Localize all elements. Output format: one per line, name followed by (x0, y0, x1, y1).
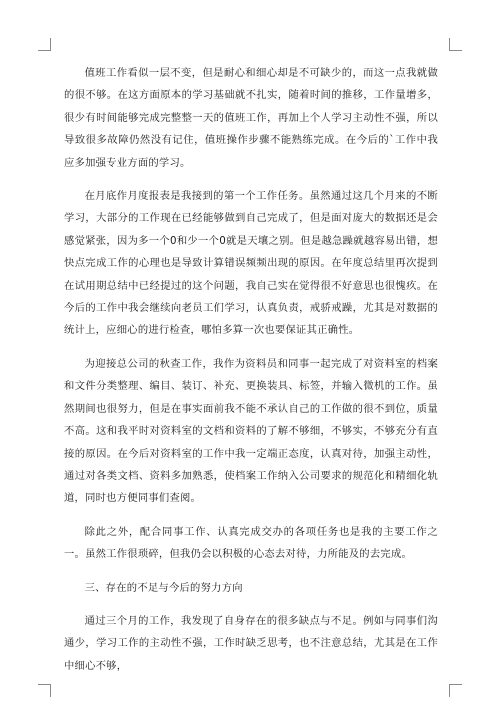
document-body (64, 62, 438, 677)
paragraph-monthly-report: 在月底作月度报表是我接到的第一个工作任务。虽然通过这几个月来的不断学习，大部分的工作现在已经能够做到自己完成了，但是面对庞大的数据还是会感觉紧张，因为多一个0和少一个0就是天壤之别。但是越急躁就越容易出错，想快点完成工作的心理也是导致计算错误频频出现的原因。在年度总结里再次提到在试用期总结中已经提过的这个问题，我自己实在觉得很不好意思也很愧疚。在今后的工作中我会继续向老员工们学习，认真负责，戒骄戒躁，尤其是对数据的统计上，应细心的进行检查，哪怕多算一次也要保证其正确性。 (64, 190, 438, 337)
crop-mark-bottom-right (449, 684, 462, 697)
crop-mark-top-left (38, 38, 51, 51)
section-heading-shortcomings: 三、存在的不足与今后的努力方向 (84, 581, 243, 594)
paragraph-shortcomings: 通过三个月的工作，我发现了自身存在的很多缺点与不足。例如与同事们沟通少，学习工作的主动性不强，工作时缺乏思考，也不注意总结，尤其是在工作中细心不够， (64, 614, 438, 672)
paragraph-duty-work: 值班工作看似一层不变，但是耐心和细心却是不可缺少的，而这一点我就做的很不够。在这方面原本的学习基础就不扎实，随着时间的推移，工作量增多，很少有时间能够完成完整整一天的值班工作，再加上个人学习主动性不强，所以导致很多故障仍然没有记住，值班操作步骤不能熟练完成。在今后的`工作中我应多加强专业方面的学习。 (64, 67, 438, 169)
paragraph-other-tasks: 除此之外，配合同事工作、认真完成交办的各项任务也是我的主要工作之一。虽然工作很琐碎，但我仍会以积极的心态去对待，力所能及的去完成。 (64, 525, 438, 561)
paragraph-archive-work: 为迎接总公司的秋查工作，我作为资料员和同事一起完成了对资料室的档案和文件分类整理、编目、装订、补充、更换装具、标签，并输入微机的工作。虽然期间也很努力，但是在事实面前我不能不承认自己的工作做的很不到位，质量不高。这和我平时对资料室的文档和资料的了解不够细，不够实，不够充分有直接的原因。在今后对资料室的工作中我一定端正态度，认真对待，加强主动性，通过对各类文档、资料多加熟悉，使档案工作纳入公司要求的规范化和精细化轨道，同时也方便同事们查阅。 (64, 357, 438, 505)
crop-mark-top-right (449, 38, 462, 51)
crop-mark-bottom-left (38, 684, 51, 697)
